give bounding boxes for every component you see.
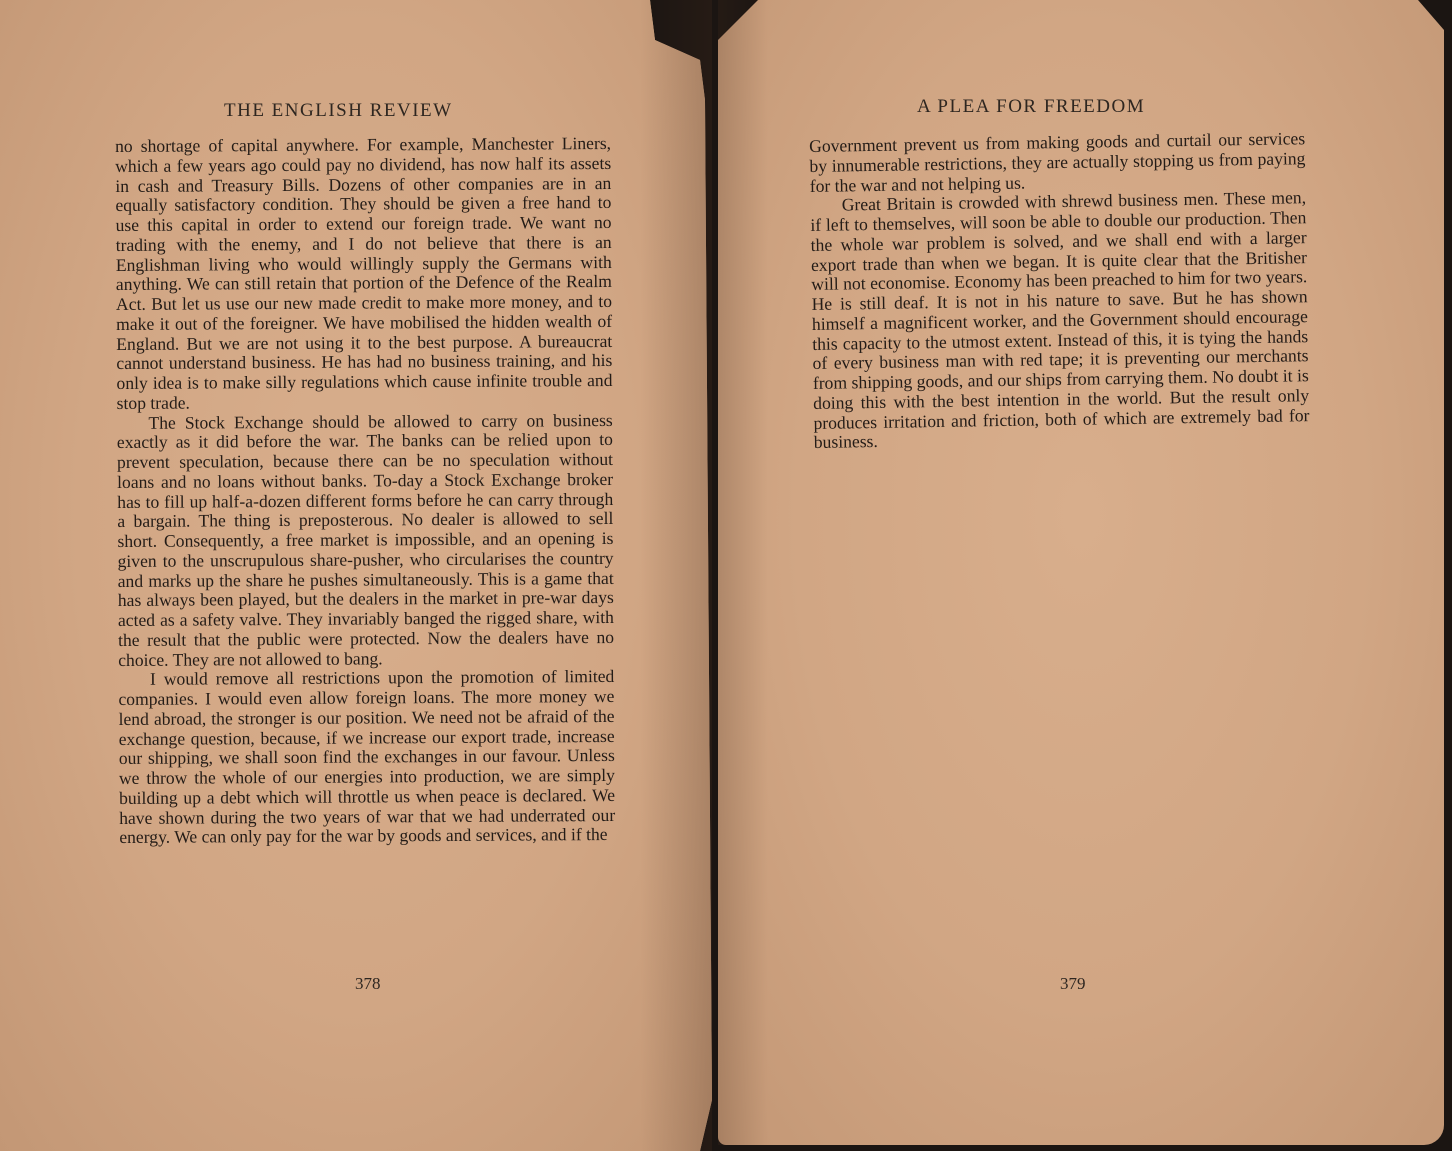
right-text-column — [809, 129, 1310, 453]
right-paragraph-2: Great Britain is crowded with shrewd business men. These men, if left to themselves, will soon be able to double our production. Then the whole war problem is solved, and we shall end with a larger export trade than when we began. It is quite clear that the Britisher will not economise. Economy has been preached to him for two years. He is still deaf. It is not in his nature to save. But he has shown himself a magnificent worker, and the Government should encourage this capacity to the utmost extent. Instead of this, it is tying the hands of every business man with red tape; it is preventing our merchants from shipping goods, and our ships from carrying them. No doubt it is doing this with the best intention in the world. But the result only produces irritation and friction, both of which are extremely bad for business. — [810, 187, 1310, 453]
left-running-head: THE ENGLISH REVIEW — [224, 100, 453, 121]
right-page-number: 379 — [1060, 974, 1086, 993]
left-paragraph-2: The Stock Exchange should be allowed to carry on business exactly as it did before the war. The banks can be relied upon to prevent speculation, because there can be no speculation without loans and no loans without banks. To-day a Stock Exchange broker has to fill up half-a-dozen different forms before he can carry through a bargain. The thing is preposterous. No dealer is allowed to sell short. Consequently, a free market is impossible, and an opening is given to the unscrupulous share-pusher, who circularises the country and marks up the share he pushes simultaneously. This is a game that has always been played, but the dealers in the market in pre-war days acted as a safety valve. They invariably banged the rigged share, with the result that the public were protected. Now the dealers have no choice. They are not allowed to bang. — [116, 409, 615, 670]
left-page-number: 378 — [355, 974, 381, 993]
right-paragraph-1: Government prevent us from making goods and curtail our services by innumerable restrictions, they are actually stopping us from paying for the war and not helping us. — [808, 128, 1306, 196]
left-gutter-shadow — [640, 0, 712, 1151]
left-paragraph-3: I would remove all restrictions upon the promotion of limited companies. I would even allow foreign loans. The more money we lend abroad, the stronger is our position. We need not be afraid of the exchange question, because, if we increase our export trade, increase our shipping, we shall soon find the exchanges in our favour. Unless we throw the whole of our energies into production, we are simply building up a debt which will throttle us when peace is declared. We have shown during the two years of war that we had underrated our energy. We can only pay for the war by goods and services, and if the — [118, 666, 616, 848]
right-gutter-shadow — [718, 0, 768, 1145]
left-paragraph-1: no shortage of capital anywhere. For example, Manchester Liners, which a few years ago could pay no dividend, has now half its assets in cash and Treasury Bills. Dozens of other companies are in an equally satisfactory condition. They should be given a free hand to use this capital in order to extend our foreign trade. We want no trading with the enemy, and I do not believe that there is an Englishman living who would willingly supply the Germans with anything. We can still retain that portion of the Defence of the Realm Act. But let us use our new made credit to make more money, and to make it out of the foreigner. We have mobilised the hidden wealth of England. But we are not using it to the best purpose. A bureaucrat cannot understand business. He has had no business training, and his only idea is to make silly regulations which cause infinite trouble and stop trade. — [114, 132, 613, 413]
right-running-head: A PLEA FOR FREEDOM — [917, 96, 1146, 117]
left-text-column — [115, 134, 615, 848]
